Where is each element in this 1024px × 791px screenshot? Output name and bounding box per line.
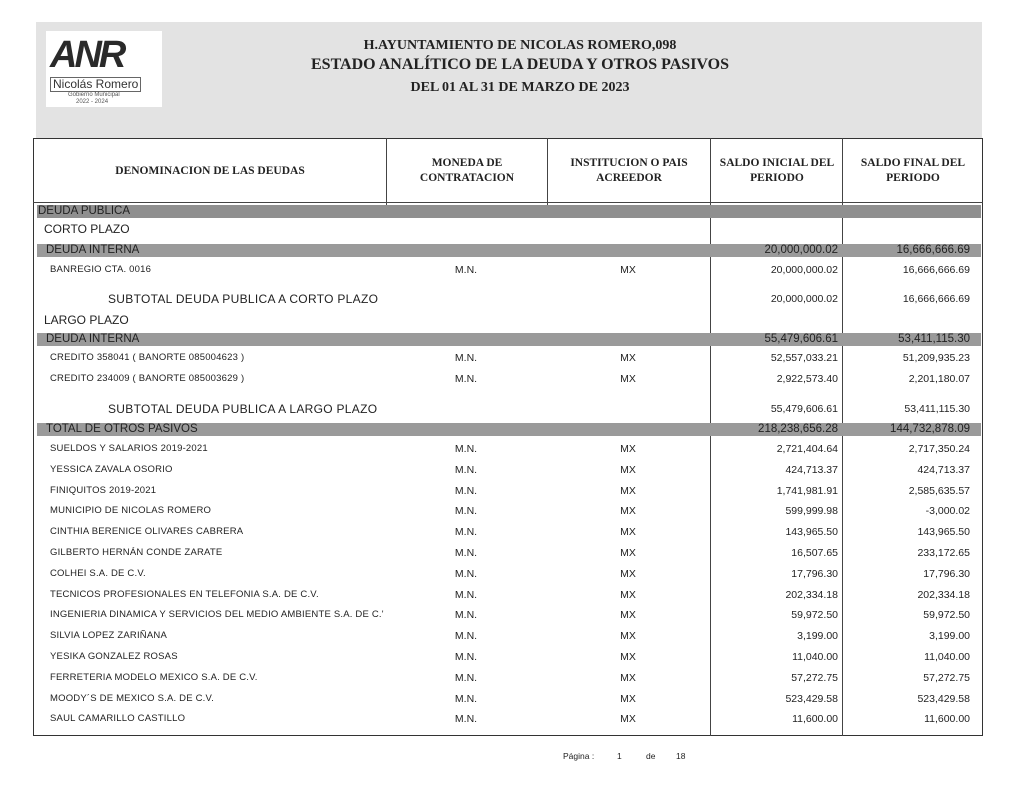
- table-row-pais: MX: [620, 464, 636, 476]
- entity-title: H.AYUNTAMIENTO DE NICOLAS ROMERO,098: [363, 38, 677, 53]
- col-header-saldo-final: SALDO FINAL DEL PERIODO: [860, 157, 966, 184]
- subtotal-corto-inicial: 20,000,000.02: [770, 293, 838, 305]
- section-band: [37, 205, 981, 218]
- table-row-inicial: 57,272.75: [791, 672, 838, 684]
- logo-subtitle: Gobierno Municipal: [68, 92, 120, 98]
- table-row-final: 11,600.00: [924, 713, 970, 725]
- municipal-logo: [46, 31, 162, 107]
- table-row-moneda: M.N.: [454, 568, 478, 580]
- table-row-inicial: 11,040.00: [792, 651, 838, 663]
- largo-plazo-label: LARGO PLAZO: [44, 313, 129, 327]
- table-row-moneda: M.N.: [454, 352, 478, 364]
- col-header-denominacion: DENOMINACION DE LAS DEUDAS: [115, 164, 305, 177]
- interna-inicial: 55,479,606.61: [764, 333, 838, 345]
- table-row-pais: MX: [620, 505, 636, 517]
- table-row-pais: MX: [620, 651, 636, 663]
- table-row-pais: MX: [620, 713, 636, 725]
- deuda-interna-label: DEUDA INTERNA: [46, 333, 140, 345]
- section-band: [37, 244, 981, 257]
- table-row-name: SAUL CAMARILLO CASTILLO: [50, 713, 186, 724]
- table-row-moneda: M.N.: [454, 443, 478, 455]
- table-row-pais: MX: [620, 373, 636, 385]
- subtotal-largo-final: 53,411,115.30: [904, 403, 970, 415]
- table-row-inicial: 202,334.18: [785, 589, 838, 601]
- table-row-final: 2,717,350.24: [908, 443, 970, 455]
- otros-pasivos-label: TOTAL DE OTROS PASIVOS: [46, 423, 198, 435]
- col-header-saldo-inicial: SALDO INICIAL DEL PERIODO: [719, 157, 835, 184]
- table-row-pais: MX: [620, 485, 636, 497]
- corto-plazo-label: CORTO PLAZO: [44, 222, 130, 236]
- table-row-moneda: M.N.: [454, 505, 478, 517]
- table-row-final: 424,713.37: [917, 464, 970, 476]
- table-row-final: 11,040.00: [924, 651, 970, 663]
- table-row-inicial: 11,600.00: [792, 713, 838, 725]
- table-row-final: 59,972.50: [923, 609, 970, 621]
- table-row-pais: MX: [620, 547, 636, 559]
- table-row-moneda: M.N.: [454, 589, 478, 601]
- table-row-inicial: 2,721,404.64: [776, 443, 838, 455]
- table-row-moneda: M.N.: [454, 464, 478, 476]
- table-row-inicial: 523,429.58: [785, 693, 838, 705]
- table-row-name: FINIQUITOS 2019-2021: [50, 485, 157, 496]
- table-row-final: -3,000.02: [925, 505, 970, 517]
- table-row-final: 51,209,935.23: [902, 352, 970, 364]
- table-row-pais: MX: [620, 589, 636, 601]
- logo-name: Nicolás Romero: [50, 77, 141, 92]
- table-row-pais: MX: [620, 264, 636, 276]
- table-row-moneda: M.N.: [454, 526, 478, 538]
- table-row-pais: MX: [620, 693, 636, 705]
- table-row-inicial: 17,796.30: [791, 568, 838, 580]
- subtotal-largo-label: SUBTOTAL DEUDA PUBLICA A LARGO PLAZO: [108, 402, 378, 416]
- table-row-name: YESSICA ZAVALA OSORIO: [50, 464, 173, 475]
- table-row-inicial: 16,507.65: [791, 547, 838, 559]
- table-row-final: 17,796.30: [923, 568, 970, 580]
- subtotal-corto-final: 16,666,666.69: [902, 293, 970, 305]
- report-period: DEL 01 AL 31 DE MARZO DE 2023: [410, 80, 630, 95]
- table-row-final: 202,334.18: [917, 589, 970, 601]
- table-row-inicial: 59,972.50: [791, 609, 838, 621]
- table-row-moneda: M.N.: [454, 609, 478, 621]
- table-row-final: 233,172.65: [917, 547, 970, 559]
- col-divider: [710, 138, 711, 736]
- col-header-institucion: INSTITUCION O PAIS ACREEDOR: [570, 157, 688, 184]
- table-row-pais: MX: [620, 672, 636, 684]
- deuda-interna-label: DEUDA INTERNA: [46, 244, 140, 256]
- footer-de-label: de: [646, 751, 656, 761]
- subtotal-corto-label: SUBTOTAL DEUDA PUBLICA A CORTO PLAZO: [108, 292, 379, 306]
- table-row-name: CREDITO 234009 ( BANORTE 085003629 ): [50, 373, 245, 384]
- table-row-name: BANREGIO CTA. 0016: [50, 264, 152, 275]
- table-row-moneda: M.N.: [454, 693, 478, 705]
- table-row-inicial: 2,922,573.40: [776, 373, 838, 385]
- table-row-moneda: M.N.: [454, 713, 478, 725]
- table-row-name: COLHEI S.A. DE C.V.: [50, 568, 146, 579]
- section-band: [37, 333, 981, 346]
- table-row-name: CINTHIA BERENICE OLIVARES CABRERA: [50, 526, 244, 537]
- table-row-pais: MX: [620, 609, 636, 621]
- table-row-inicial: 599,999.98: [785, 505, 838, 517]
- table-row-name: SUELDOS Y SALARIOS 2019-2021: [50, 443, 208, 454]
- table-row-name: CREDITO 358041 ( BANORTE 085004623 ): [50, 352, 245, 363]
- table-row-final: 143,965.50: [917, 526, 970, 538]
- table-row-name: MOODY´S DE MEXICO S.A. DE C.V.: [50, 693, 215, 704]
- table-row-pais: MX: [620, 630, 636, 642]
- table-row-name: MUNICIPIO DE NICOLAS ROMERO: [50, 505, 212, 516]
- table-frame: [33, 138, 983, 736]
- footer-page-number: 1: [617, 751, 622, 761]
- table-row-name: TECNICOS PROFESIONALES EN TELEFONIA S.A. DE C.V.: [50, 589, 319, 600]
- logo-letters: ANR: [50, 34, 124, 76]
- table-row-inicial: 3,199.00: [797, 630, 838, 642]
- table-row-name: INGENIERIA DINAMICA Y SERVICIOS DEL MEDIO AMBIENTE S.A. DE C.': [50, 609, 384, 620]
- footer-total-pages: 18: [676, 751, 686, 761]
- table-row-moneda: M.N.: [454, 630, 478, 642]
- table-row-inicial: 1,741,981.91: [776, 485, 838, 497]
- table-row-moneda: M.N.: [454, 547, 478, 559]
- otros-pasivos-inicial: 218,238,656.28: [758, 423, 838, 435]
- table-row-final: 523,429.58: [917, 693, 970, 705]
- table-row-final: 16,666,666.69: [902, 264, 970, 276]
- table-row-moneda: M.N.: [454, 264, 478, 276]
- table-row-inicial: 143,965.50: [785, 526, 838, 538]
- logo-years: 2022 - 2024: [76, 99, 109, 105]
- table-row-final: 2,585,635.57: [908, 485, 970, 497]
- section-deuda-publica: DEUDA PUBLICA: [38, 205, 131, 217]
- table-row-moneda: M.N.: [454, 651, 478, 663]
- table-row-name: GILBERTO HERNÁN CONDE ZARATE: [50, 547, 223, 558]
- table-row-moneda: M.N.: [454, 672, 478, 684]
- table-row-pais: MX: [620, 568, 636, 580]
- table-row-final: 57,272.75: [923, 672, 970, 684]
- interna-final: 53,411,115.30: [898, 333, 970, 345]
- table-row-pais: MX: [620, 526, 636, 538]
- table-row-name: YESIKA GONZALEZ ROSAS: [50, 651, 178, 662]
- header-bottom-line: [33, 202, 983, 203]
- table-row-moneda: M.N.: [454, 373, 478, 385]
- subtotal-largo-inicial: 55,479,606.61: [770, 403, 838, 415]
- table-row-final: 2,201,180.07: [908, 373, 970, 385]
- footer-pagina-label: Página :: [563, 751, 595, 761]
- table-row-pais: MX: [620, 443, 636, 455]
- table-row-moneda: M.N.: [454, 485, 478, 497]
- report-title: ESTADO ANALÍTICO DE LA DEUDA Y OTROS PASIVOS: [311, 56, 729, 73]
- table-row-inicial: 52,557,033.21: [770, 352, 838, 364]
- table-row-final: 3,199.00: [929, 630, 970, 642]
- table-row-inicial: 20,000,000.02: [770, 264, 838, 276]
- interna-final: 16,666,666.69: [896, 244, 970, 256]
- col-header-moneda: MONEDA DE CONTRATACION: [419, 157, 515, 184]
- table-row-name: FERRETERIA MODELO MEXICO S.A. DE C.V.: [50, 672, 258, 683]
- col-divider: [842, 138, 843, 736]
- table-row-inicial: 424,713.37: [785, 464, 838, 476]
- table-row-pais: MX: [620, 352, 636, 364]
- otros-pasivos-final: 144,732,878.09: [890, 423, 970, 435]
- table-row-name: SILVIA LOPEZ ZARIÑANA: [50, 630, 168, 641]
- interna-inicial: 20,000,000.02: [764, 244, 838, 256]
